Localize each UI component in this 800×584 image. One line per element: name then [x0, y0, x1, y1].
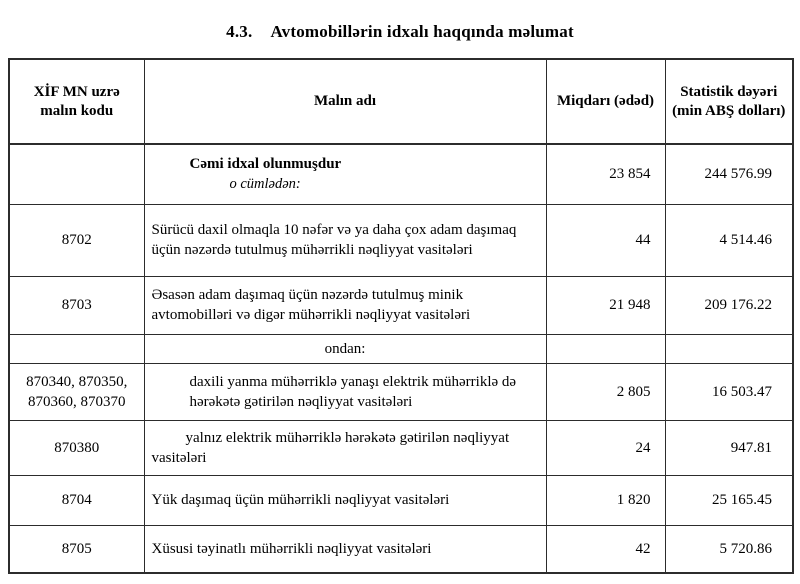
- header-row: [9, 59, 793, 144]
- cell-value: 16 503.47: [665, 363, 793, 420]
- table-row: [9, 363, 793, 420]
- cell-quantity: 23 854: [546, 144, 665, 204]
- cell-name: ondan:: [144, 334, 546, 363]
- section-number: 4.3.: [226, 22, 253, 41]
- total-subnote: o cümlədən:: [229, 176, 301, 193]
- cell-code: 8704: [9, 475, 144, 525]
- cell-name: Xüsusi təyinatlı mühərrikli nəqliyyat vasitələri: [144, 525, 546, 573]
- table-row: [9, 276, 793, 334]
- cell-code: 8702: [9, 204, 144, 276]
- cell-name: Sürücü daxil olmaqla 10 nəfər və ya daha çox adam daşımaq üçün nəzərdə tutulmuş mühərrikli nəqliyyat vasitələri: [144, 204, 546, 276]
- section-title: [0, 0, 800, 42]
- cell-quantity: 42: [546, 525, 665, 573]
- cell-code: 870380: [9, 420, 144, 475]
- col-header-name: Malın adı: [144, 59, 546, 144]
- cell-code: 8705: [9, 525, 144, 573]
- cell-value: 4 514.46: [665, 204, 793, 276]
- cell-quantity: 44: [546, 204, 665, 276]
- table-row: [9, 475, 793, 525]
- table-row: [9, 420, 793, 475]
- cell-quantity: 2 805: [546, 363, 665, 420]
- cell-code: [9, 334, 144, 363]
- cell-name: daxili yanma mühərriklə yanaşı elektrik mühərriklə də hərəkətə gətirilən nəqliyyat vasitələri: [144, 363, 546, 420]
- cell-quantity: 1 820: [546, 475, 665, 525]
- table-row: [9, 525, 793, 573]
- total-label: Cəmi idxal olunmuşdur: [189, 156, 342, 173]
- cell-quantity: [546, 334, 665, 363]
- table-row-subheader: [9, 334, 793, 363]
- col-header-code: XİF MN uzrə malın kodu: [9, 59, 144, 144]
- cell-name: Yük daşımaq üçün mühərrikli nəqliyyat vasitələri: [144, 475, 546, 525]
- table-row: [9, 204, 793, 276]
- cell-name: yalnız elektrik mühərriklə hərəkətə gətirilən nəqliyyat vasitələri: [144, 420, 546, 475]
- col-header-value: Statistik dəyəri (min ABŞ dolları): [665, 59, 793, 144]
- cell-value: 5 720.86: [665, 525, 793, 573]
- cell-value: 25 165.45: [665, 475, 793, 525]
- cell-quantity: 24: [546, 420, 665, 475]
- table-row-total: [9, 144, 793, 204]
- cell-value: 947.81: [665, 420, 793, 475]
- cell-name: Əsasən adam daşımaq üçün nəzərdə tutulmuş minik avtomobilləri və digər mühərrikli nəqliyyat vasitələri: [144, 276, 546, 334]
- cell-code: [9, 144, 144, 204]
- cell-code: 870340, 870350, 870360, 870370: [9, 363, 144, 420]
- section-title-text: Avtomobillərin idxalı haqqında məlumat: [270, 22, 574, 41]
- cell-value: [665, 334, 793, 363]
- cell-value: 209 176.22: [665, 276, 793, 334]
- col-header-quantity: Miqdarı (ədəd): [546, 59, 665, 144]
- cell-code: 8703: [9, 276, 144, 334]
- cell-quantity: 21 948: [546, 276, 665, 334]
- cell-value: 244 576.99: [665, 144, 793, 204]
- cell-name: [144, 144, 546, 204]
- import-table: [8, 58, 794, 574]
